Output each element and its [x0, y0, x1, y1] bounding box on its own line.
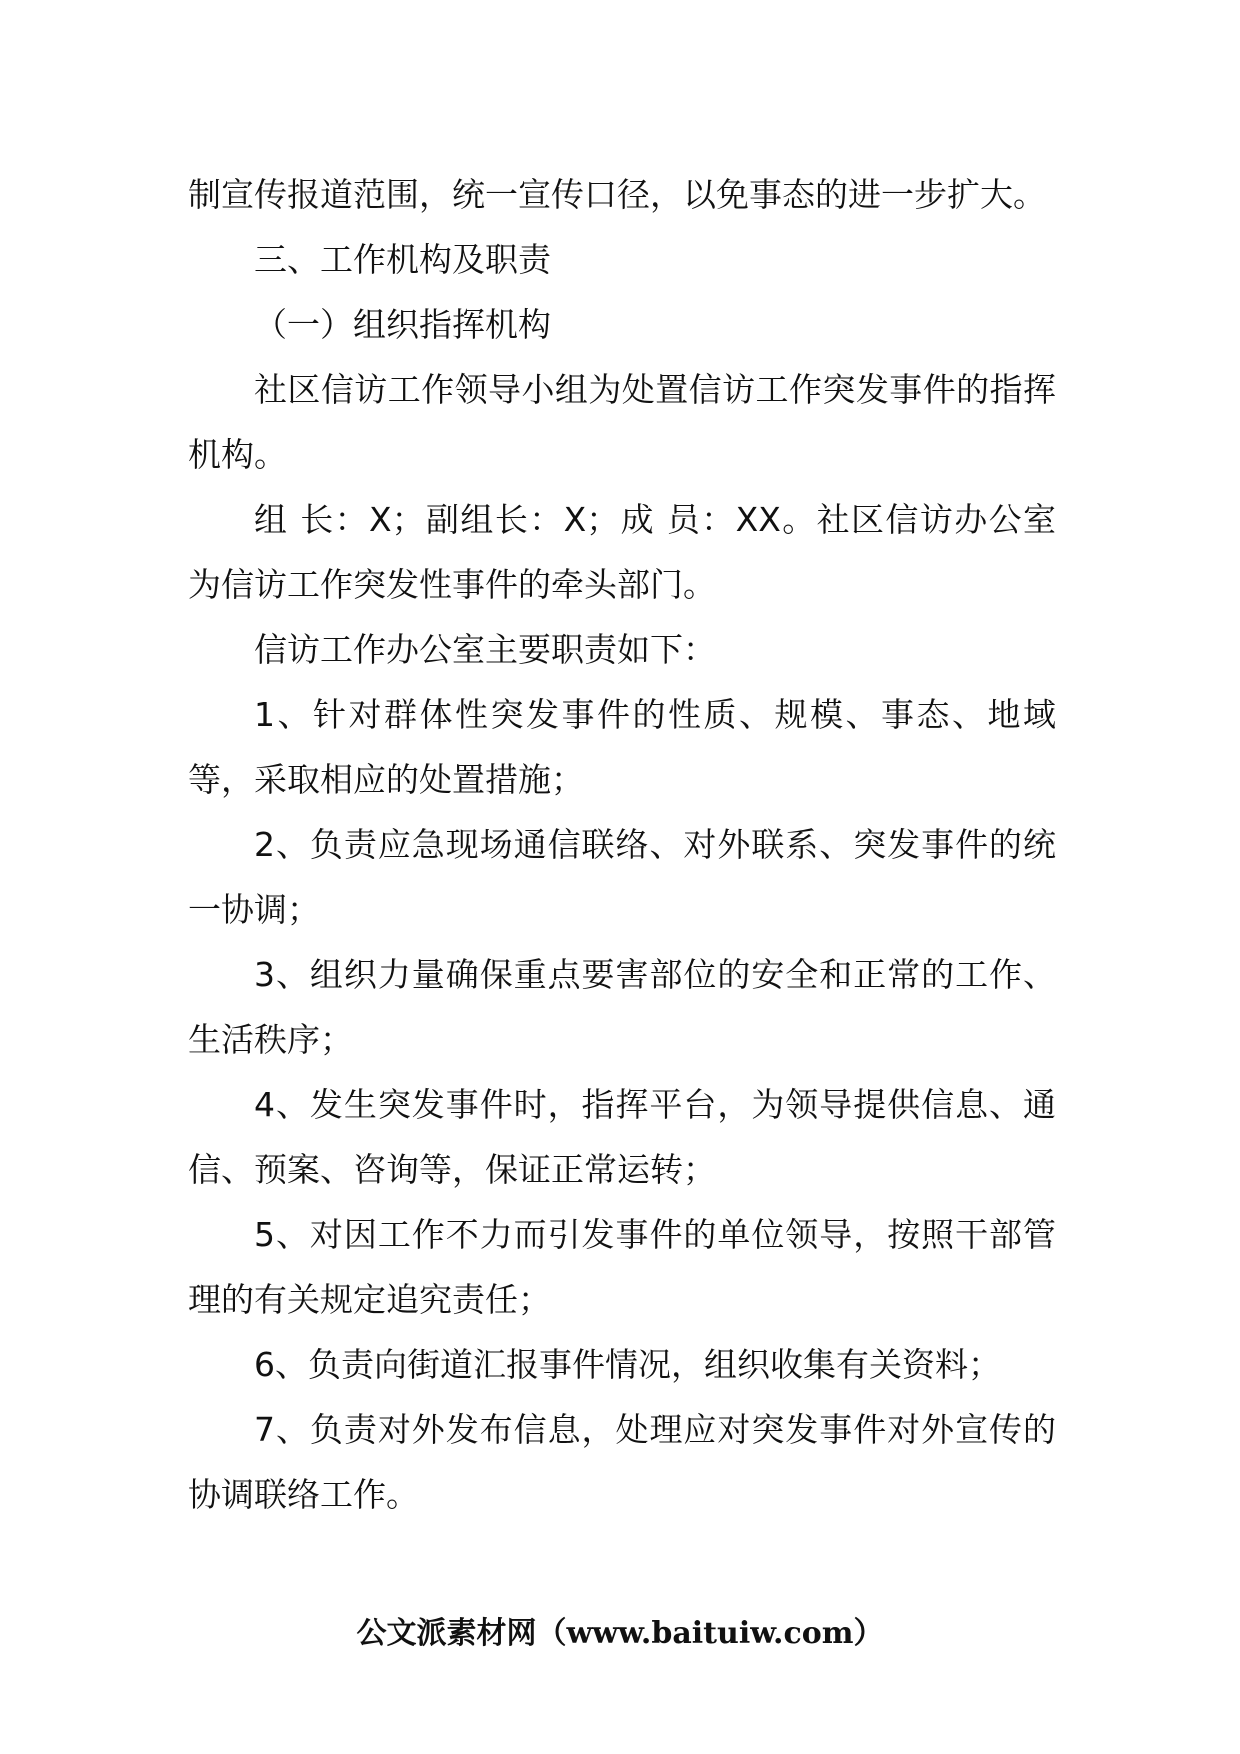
- list-item: 6、负责向街道汇报事件情况，组织收集有关资料；: [254, 1345, 1001, 1384]
- list-item: 3、组织力量确保重点要害部位的安全和正常的工作、生活秩序；: [188, 955, 1056, 1059]
- list-item: 5、对因工作不力而引发事件的单位领导，按照干部管理的有关规定追究责任；: [188, 1215, 1056, 1319]
- subsection-heading: （一）组织指挥机构: [254, 305, 551, 344]
- list-item: 7、负责对外发布信息，处理应对突发事件对外宣传的协调联络工作。: [188, 1410, 1056, 1514]
- list-item: 1、针对群体性突发事件的性质、规模、事态、地域等，采取相应的处置措施；: [188, 695, 1056, 799]
- paragraph: 社区信访工作领导小组为处置信访工作突发事件的指挥机构。: [188, 370, 1056, 474]
- document-body: [188, 162, 1056, 1527]
- section-heading: 三、工作机构及职责: [254, 240, 551, 279]
- paragraph-continued: 制宣传报道范围，统一宣传口径，以免事态的进一步扩大。: [188, 175, 1046, 214]
- paragraph: 组 长：X；副组长：X；成 员：XX。社区信访办公室为信访工作突发性事件的牵头部门。: [188, 500, 1056, 604]
- list-item: 2、负责应急现场通信联络、对外联系、突发事件的统一协调；: [188, 825, 1056, 929]
- paragraph: 信访工作办公室主要职责如下：: [254, 630, 716, 669]
- footer-watermark: 公文派素材网（www.baituiw.com）: [356, 1616, 884, 1651]
- list-item: 4、发生突发事件时，指挥平台，为领导提供信息、通信、预案、咨询等，保证正常运转；: [188, 1085, 1056, 1189]
